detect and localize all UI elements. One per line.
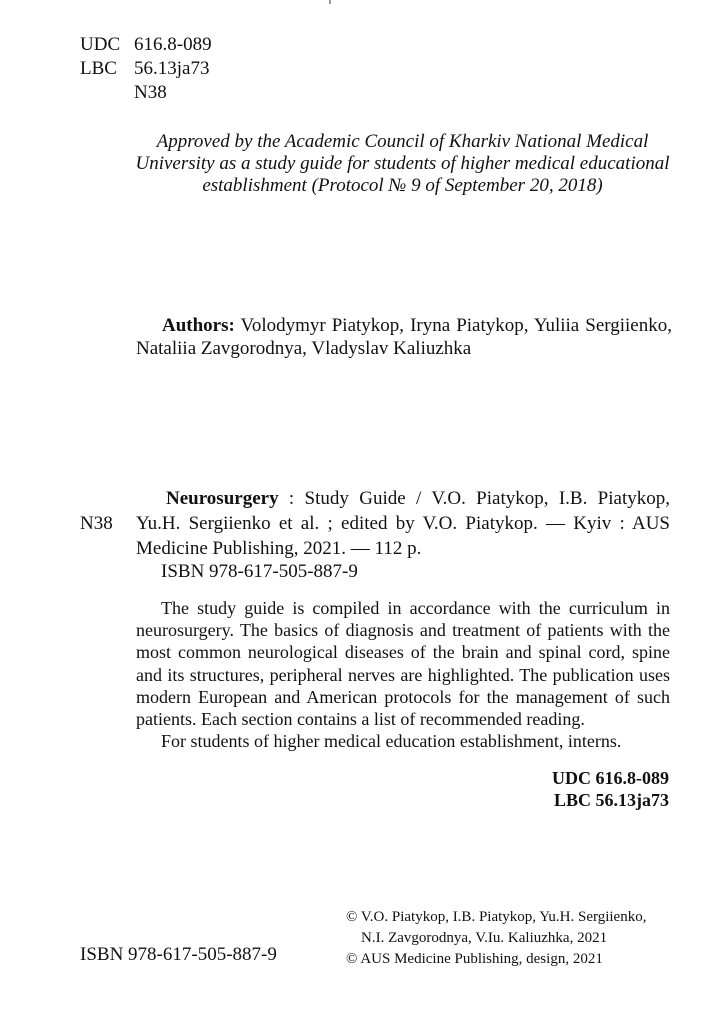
book-title: Neurosurgery (166, 488, 279, 509)
copyright-publisher: © AUS Medicine Publishing, design, 2021 (346, 951, 603, 967)
lbc-key: LBC (80, 58, 117, 79)
scan-mark (329, 0, 331, 4)
abstract (136, 597, 670, 752)
copyright-authors-cont: N.I. Zavgorodnya, V.Iu. Kaliuzhka, 2021 (361, 930, 608, 946)
abstract-audience: For students of higher medical education establishment, interns. (161, 731, 622, 752)
authors-block (136, 314, 672, 360)
footer-isbn: ISBN 978-617-505-887-9 (80, 944, 277, 965)
authors-names: Volodymyr Piatykop, Iryna Piatykop, Yuliia Sergiienko, Nataliia Zavgorodnya, Vladyslav Kaliuzhka (136, 315, 672, 359)
udc-bold: UDC 616.8-089 (552, 768, 669, 788)
bibliographic-details: : Study Guide / V.O. Piatykop, I.B. Piatykop, Yu.H. Sergiienko et al. ; edited by V.O. Piatykop. — Kyiv : AUS Medicine Publishing, 2021. — 112 p. (136, 488, 670, 559)
udc-value: 616.8-089 (134, 34, 212, 55)
lbc-value: 56.13ja73 (134, 58, 210, 79)
cut-off-text-artifact (160, 1018, 540, 1024)
classification-block (80, 33, 212, 105)
authors-label: Authors: (162, 315, 235, 336)
copyright-authors: © V.O. Piatykop, I.B. Piatykop, Yu.H. Sergiienko, (346, 909, 647, 925)
bibliographic-description (136, 486, 670, 561)
author-mark-row (80, 81, 212, 105)
author-mark: N38 (134, 82, 167, 103)
classification-summary (552, 767, 669, 811)
approval-statement: Approved by the Academic Council of Kharkiv National Medical University as a study guide for students of higher medical educational establishment (Protocol № 9 of September 20, 2018) (135, 131, 670, 196)
udc-row (80, 33, 212, 57)
bibliographic-code: N38 (80, 513, 113, 534)
lbc-bold: LBC 56.13ja73 (553, 790, 669, 810)
abstract-paragraph: The study guide is compiled in accordance with the curriculum in neurosurgery. The basics of diagnosis and treatment of patients with the most common neurological diseases of the brain and spinal cord, spine and its structures, peripheral nerves are highlighted. The publication uses modern European and American protocols for the management of such patients. Each section contains a list of recommended reading. (136, 598, 670, 730)
udc-key: UDC (80, 34, 121, 55)
lbc-row (80, 57, 212, 81)
bibliographic-isbn: ISBN 978-617-505-887-9 (161, 561, 358, 582)
copyright-block (346, 907, 676, 970)
